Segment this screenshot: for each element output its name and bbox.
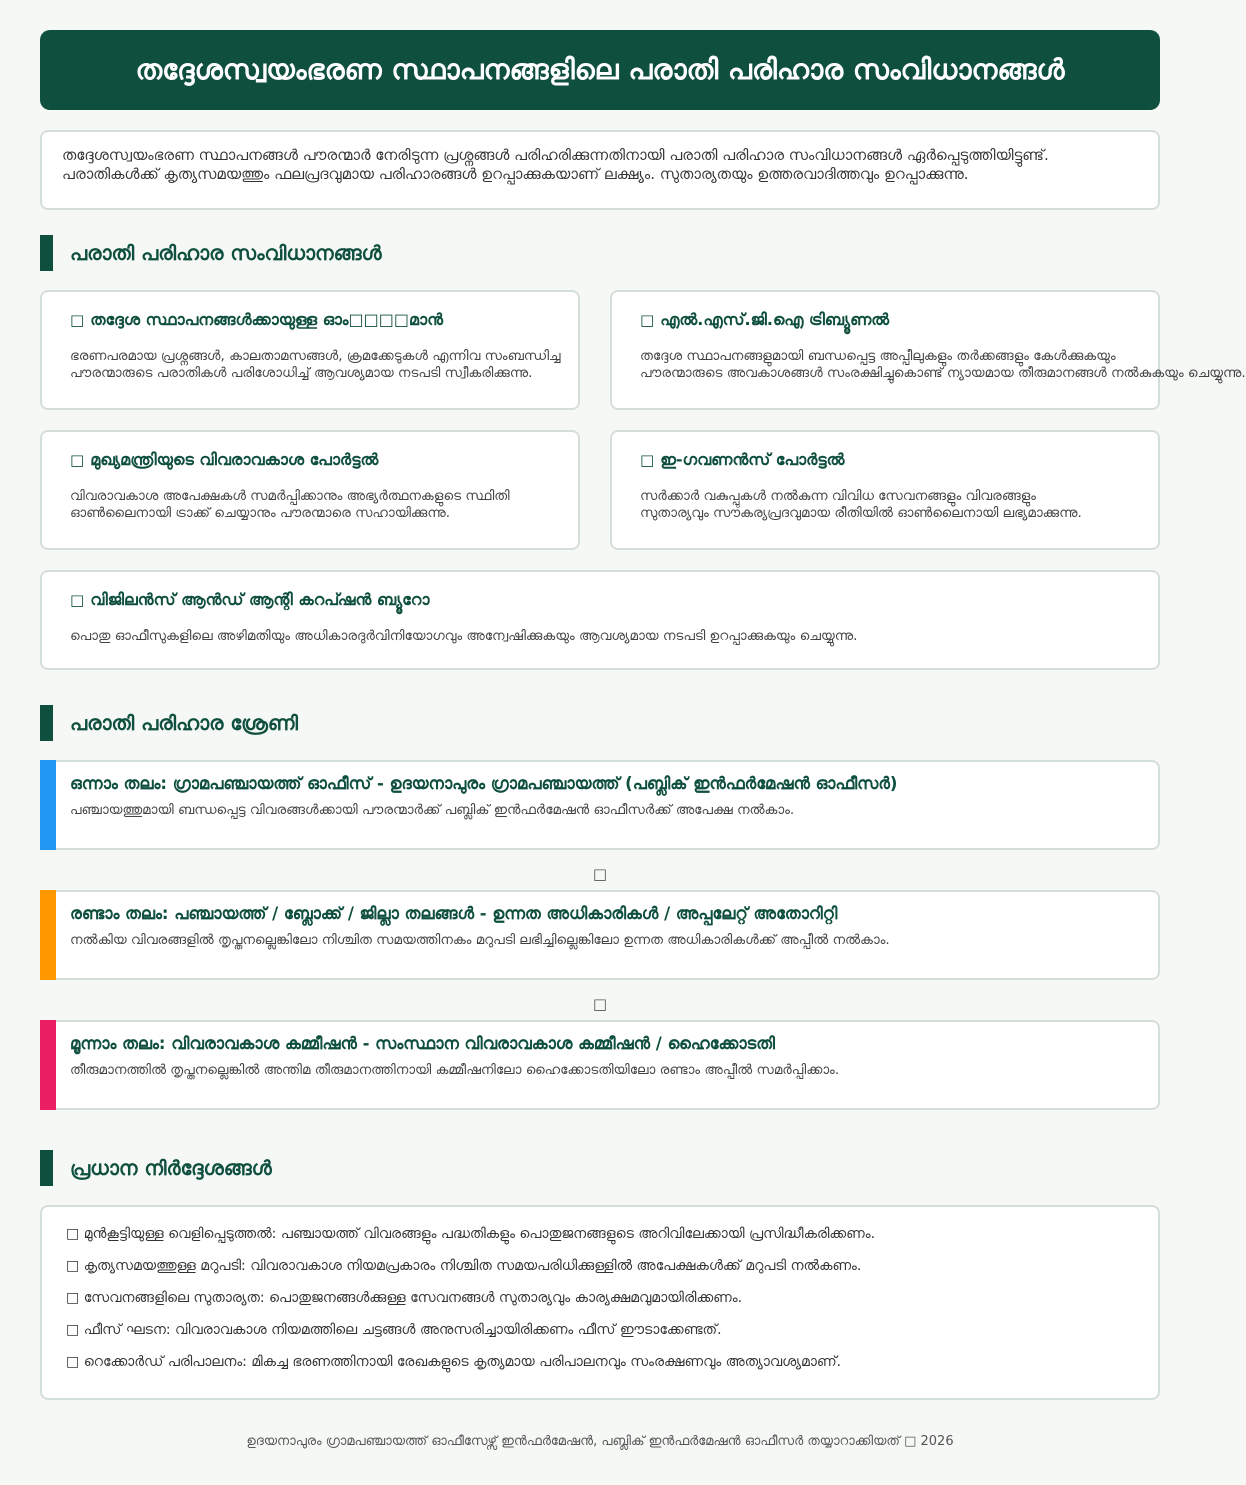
section-mechanisms (40, 235, 382, 271)
guideline-item (66, 1353, 1134, 1385)
section-hierarchy (40, 705, 298, 741)
copyright-icon: □ (904, 1434, 917, 1449)
mechanism-desc: വിവരാവകാശ അപേക്ഷകൾ സമർപ്പിക്കാനും അഭ്യർത്ഥനകളുടെ സ്ഥിതി (70, 488, 510, 504)
arrow-down-icon: □ (592, 995, 608, 1013)
document-icon: □ (70, 451, 85, 469)
tier-title: ഒന്നാം തലം: ഗ്രാമപഞ്ചായത്ത് ഓഫീസ് - ഉദയനാപുരം ഗ്രാമപഞ്ചായത്ത് (പബ്ലിക് ഇൻഫർമേഷൻ ഓഫീസർ) (70, 774, 898, 793)
mechanism-desc: പൊതു ഓഫീസുകളിലെ അഴിമതിയും അധികാരദുർവിനിയോഗവും അന്വേഷിക്കുകയും ആവശ്യമായ നടപടി ഉറപ്പാക്കുകയും ചെയ്യുന്നു. (70, 628, 858, 644)
check-icon: □ (66, 1354, 80, 1370)
mechanism-title: ഇ-ഗവണൻസ് പോർട്ടൽ (660, 450, 845, 469)
tier-desc: പഞ്ചായത്തുമായി ബന്ധപ്പെട്ട വിവരങ്ങൾക്കായി പൗരന്മാർക്ക് പബ്ലിക് ഇൻഫർമേഷൻ ഓഫീസർക്ക് അപേക്ഷ നൽകാം. (70, 802, 795, 818)
arrow-down-icon: □ (592, 865, 608, 883)
footer-year: 2026 (920, 1434, 954, 1449)
tier-1 (40, 760, 1160, 850)
intro-box (40, 130, 1160, 210)
tier-accent-bar (40, 1020, 56, 1110)
section-title-hierarchy: പരാതി പരിഹാര ശ്രേണി (70, 711, 298, 735)
page-title: തദ്ദേശസ്വയംഭരണ സ്ഥാപനങ്ങളിലെ പരാതി പരിഹാര സംവിധാനങ്ങൾ (135, 53, 1065, 86)
guideline-item (66, 1225, 1134, 1257)
intro-line-2: പരാതികൾക്ക് കൃത്യസമയത്തും ഫലപ്രദവുമായ പരിഹാരങ്ങൾ ഉറപ്പാക്കുകയാണ് ലക്ഷ്യം. സുതാര്യതയും ഉത്തരവാദിത്തവും ഉറപ്പാക്കുന്നു. (62, 165, 969, 183)
tier-accent-bar (40, 760, 56, 850)
mechanism-title: തദ്ദേശ സ്ഥാപനങ്ങൾക്കായുള്ള ഓം□□□□മാൻ (90, 310, 444, 329)
mechanism-title: എൽ.എസ്.ജി.ഐ ട്രിബ്യൂണൽ (660, 310, 890, 329)
guideline-item (66, 1257, 1134, 1289)
section-bar (40, 705, 53, 741)
guideline-text: ഫീസ് ഘടന: വിവരാവകാശ നിയമത്തിലെ ചട്ടങ്ങൾ അനുസരിച്ചായിരിക്കണം ഫീസ് ഈടാക്കേണ്ടത്. (83, 1322, 722, 1338)
tier-desc: നൽകിയ വിവരങ്ങളിൽ തൃപ്തനല്ലെങ്കിലോ നിശ്ചിത സമയത്തിനകം മറുപടി ലഭിച്ചില്ലെങ്കിലോ ഉന്നത അധികാരികൾക്ക് അപ്പീൽ നൽകാം. (70, 932, 890, 948)
mechanism-desc: പൗരന്മാരുടെ അവകാശങ്ങൾ സംരക്ഷിച്ചുകൊണ്ട് ന്യായമായ തീരുമാനങ്ങൾ നൽകുകയും ചെയ്യുന്നു. (640, 365, 1246, 381)
intro-line-1: തദ്ദേശസ്വയംഭരണ സ്ഥാപനങ്ങൾ പൗരന്മാർ നേരിടുന്ന പ്രശ്നങ്ങൾ പരിഹരിക്കുന്നതിനായി പരാതി പരിഹാര സംവിധാനങ്ങൾ ഏർപ്പെടുത്തിയിട്ടുണ്ട്. (62, 146, 1049, 164)
check-icon: □ (66, 1258, 80, 1274)
document-icon: □ (70, 591, 85, 609)
page-header (40, 30, 1160, 110)
document-icon: □ (640, 451, 655, 469)
document-icon: □ (640, 311, 655, 329)
tier-title: രണ്ടാം തലം: പഞ്ചായത്ത് / ബ്ലോക്ക് / ജില്ലാ തലങ്ങൾ - ഉന്നത അധികാരികൾ / അപ്പലേറ്റ് അതോറിറ്റി (70, 904, 838, 923)
guidelines-box (40, 1205, 1160, 1400)
mechanism-card-tribunal (610, 290, 1246, 410)
mechanism-title: വിജിലൻസ് ആൻഡ് ആന്റി കറപ്ഷൻ ബ്യൂറോ (90, 590, 430, 609)
check-icon: □ (66, 1290, 80, 1306)
section-bar (40, 1150, 53, 1186)
section-bar (40, 235, 53, 271)
tier-3 (40, 1020, 1160, 1110)
section-title-guidelines: പ്രധാന നിർദ്ദേശങ്ങൾ (70, 1156, 272, 1180)
mechanism-card-rti-portal (40, 430, 580, 550)
tier-title: മൂന്നാം തലം: വിവരാവകാശ കമ്മീഷൻ - സംസ്ഥാന വിവരാവകാശ കമ്മീഷൻ / ഹൈക്കോടതി (70, 1034, 775, 1053)
mechanism-desc: സുതാര്യവും സൗകര്യപ്രദവുമായ രീതിയിൽ ഓൺലൈനായി ലഭ്യമാക്കുന്നു. (640, 505, 1082, 521)
section-title-mechanisms: പരാതി പരിഹാര സംവിധാനങ്ങൾ (70, 241, 382, 265)
section-guidelines (40, 1150, 272, 1186)
guideline-item (66, 1321, 1134, 1353)
footer-text: ഉദയനാപുരം ഗ്രാമപഞ്ചായത്ത് ഓഫീസേഴ്സ് ഇൻഫർമേഷൻ, പബ്ലിക് ഇൻഫർമേഷൻ ഓഫീസർ തയ്യാറാക്കിയത് (246, 1434, 900, 1449)
mechanism-desc: സർക്കാർ വകുപ്പുകൾ നൽകുന്ന വിവിധ സേവനങ്ങളും വിവരങ്ങളും (640, 488, 1036, 504)
guideline-text: കൃത്യസമയത്തുള്ള മറുപടി: വിവരാവകാശ നിയമപ്രകാരം നിശ്ചിത സമയപരിധിക്കുള്ളിൽ അപേക്ഷകൾക്ക് മറുപടി നൽകണം. (83, 1258, 862, 1274)
document-icon: □ (70, 311, 85, 329)
tier-accent-bar (40, 890, 56, 980)
mechanism-desc: പൗരന്മാരുടെ പരാതികൾ പരിശോധിച്ച് ആവശ്യമായ നടപടി സ്വീകരിക്കുന്നു. (70, 365, 533, 381)
guideline-text: മുൻകൂട്ടിയുള്ള വെളിപ്പെടുത്തൽ: പഞ്ചായത്ത് വിവരങ്ങളും പദ്ധതികളും പൊതുജനങ്ങളുടെ അറിവിലേക്കായി പ്രസിദ്ധീകരിക്കണം. (83, 1226, 876, 1242)
mechanism-card-egovernance (610, 430, 1160, 550)
guideline-item (66, 1289, 1134, 1321)
mechanism-desc: തദ്ദേശ സ്ഥാപനങ്ങളുമായി ബന്ധപ്പെട്ട അപ്പീലുകളും തർക്കങ്ങളും കേൾക്കുകയും (640, 348, 1116, 364)
mechanism-desc: ഭരണപരമായ പ്രശ്നങ്ങൾ, കാലതാമസങ്ങൾ, ക്രമക്കേടുകൾ എന്നിവ സംബന്ധിച്ച (70, 348, 561, 364)
check-icon: □ (66, 1226, 80, 1242)
tier-desc: തീരുമാനത്തിൽ തൃപ്തനല്ലെങ്കിൽ അന്തിമ തീരുമാനത്തിനായി കമ്മീഷനിലോ ഹൈക്കോടതിയിലോ രണ്ടാം അപ്പീൽ സമർപ്പിക്കാം. (70, 1062, 840, 1078)
check-icon: □ (66, 1322, 80, 1338)
tier-2 (40, 890, 1160, 980)
footer (0, 1434, 1200, 1449)
mechanism-desc: ഓൺലൈനായി ട്രാക്ക് ചെയ്യാനും പൗരന്മാരെ സഹായിക്കുന്നു. (70, 505, 451, 521)
mechanism-title: മുഖ്യമന്ത്രിയുടെ വിവരാവകാശ പോർട്ടൽ (90, 450, 379, 469)
guideline-text: സേവനങ്ങളിലെ സുതാര്യത: പൊതുജനങ്ങൾക്കുള്ള സേവനങ്ങൾ സുതാര്യവും കാര്യക്ഷമവുമായിരിക്കണം. (83, 1290, 743, 1306)
mechanism-card-ombudsman (40, 290, 580, 410)
guideline-text: റെക്കോർഡ് പരിപാലനം: മികച്ച ഭരണത്തിനായി രേഖകളുടെ കൃത്യമായ പരിപാലനവും സംരക്ഷണവും അത്യാവശ്യമാണ്. (83, 1354, 842, 1370)
mechanism-card-vigilance (40, 570, 1160, 670)
